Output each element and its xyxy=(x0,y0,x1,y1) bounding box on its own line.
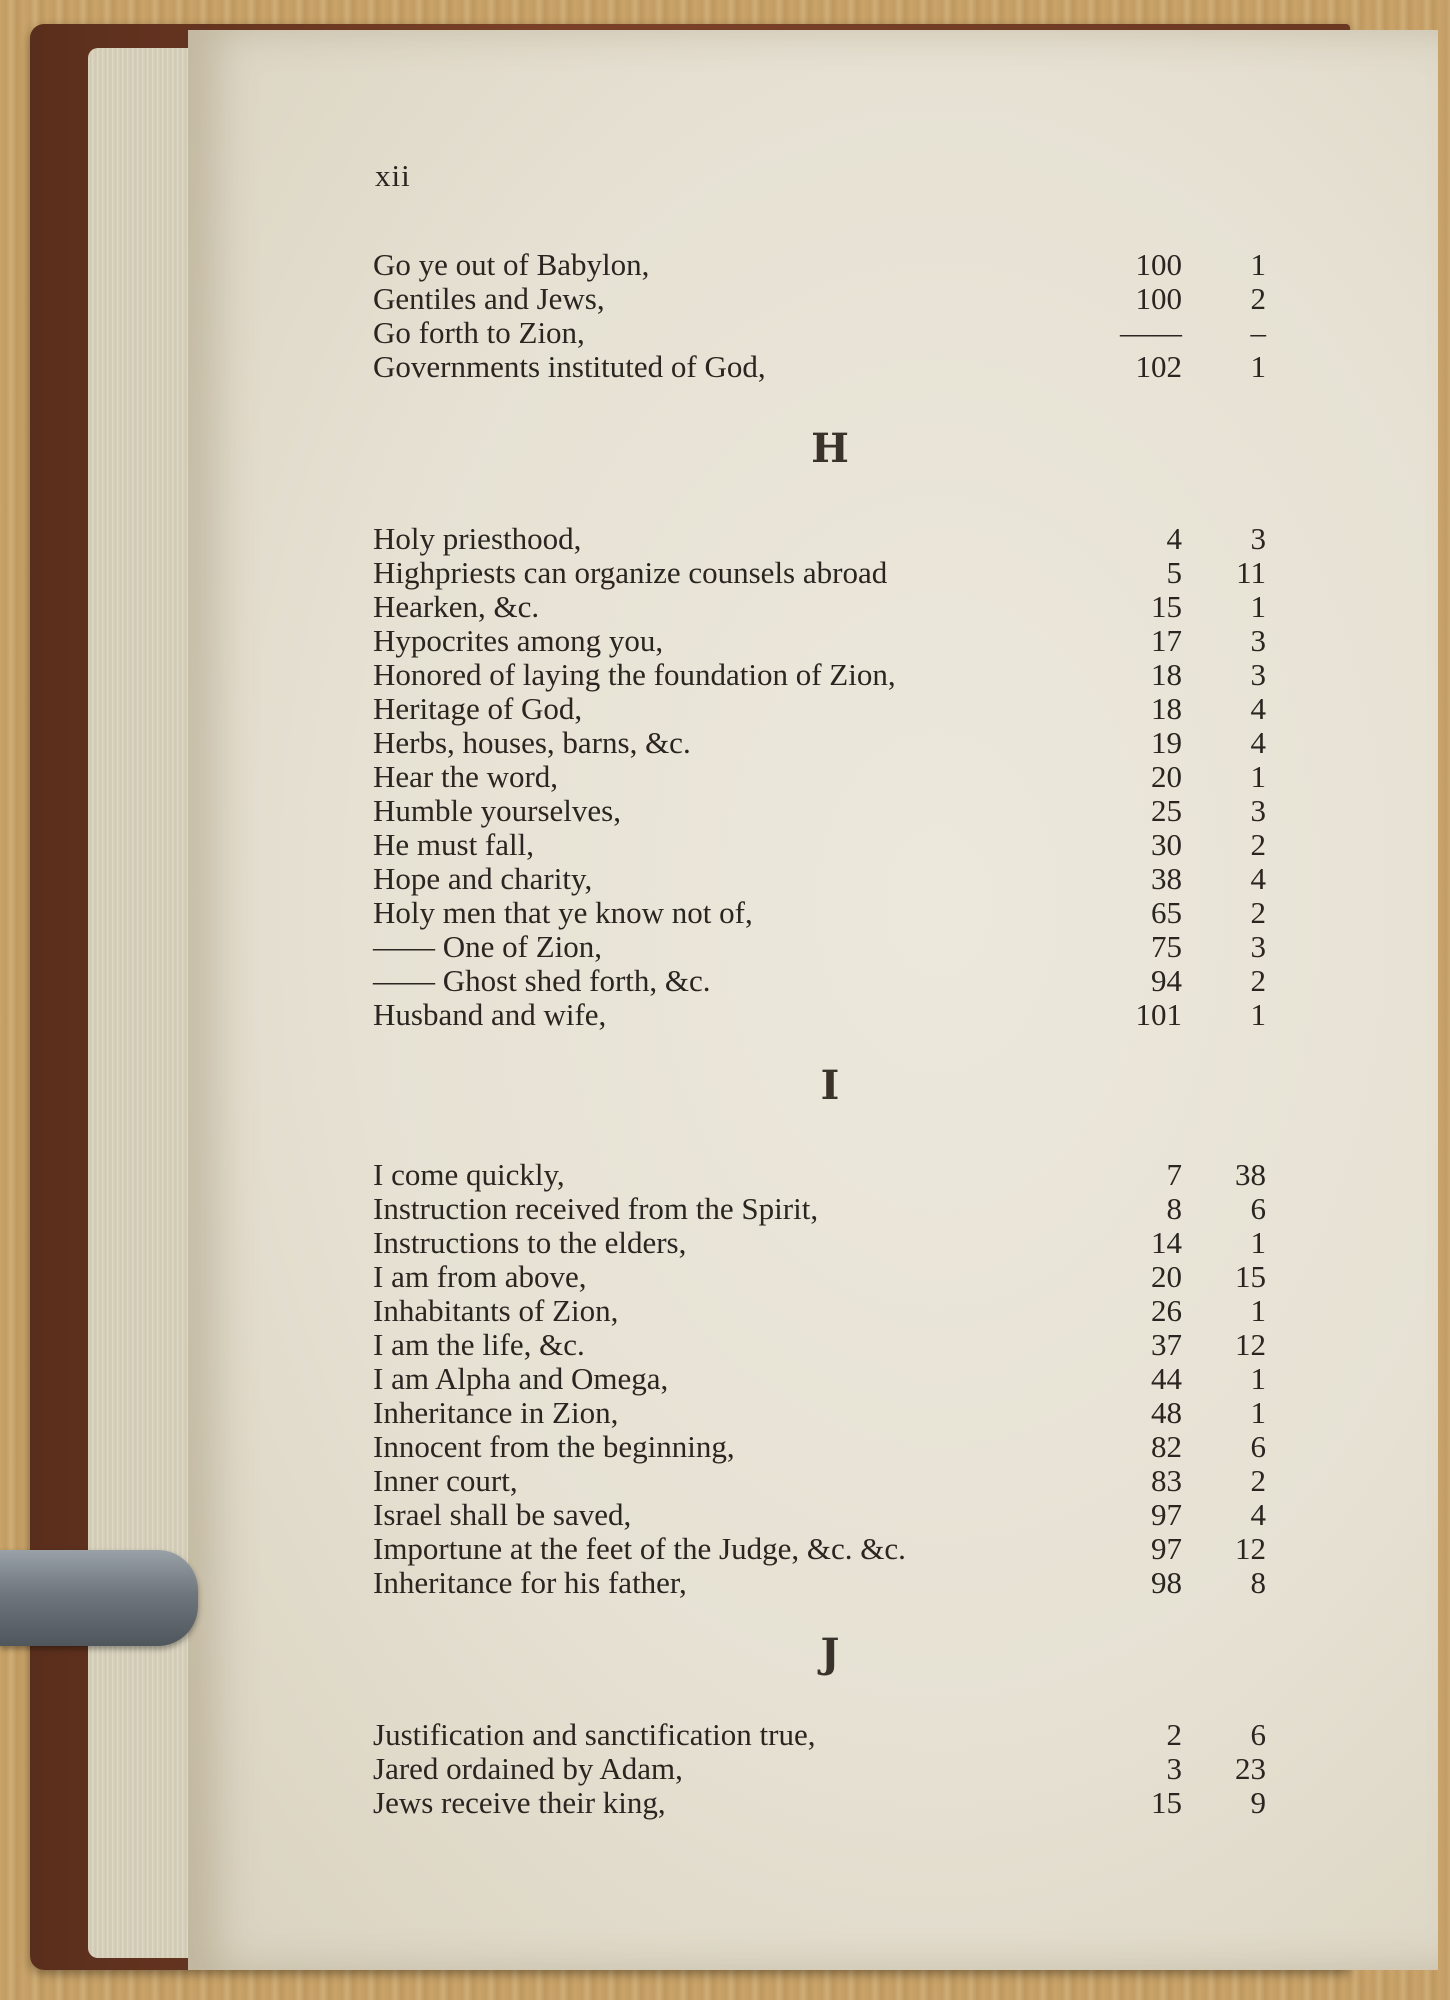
index-entry xyxy=(0,1328,1450,1362)
index-entry xyxy=(0,1430,1450,1464)
entry-page-number: 18 xyxy=(1151,657,1182,692)
index-entry xyxy=(0,1294,1450,1328)
entry-paragraph-number: 1 xyxy=(1250,589,1266,624)
entry-paragraph-number: 1 xyxy=(1250,247,1266,282)
entry-topic: Jared ordained by Adam, xyxy=(373,1751,683,1786)
index-entry xyxy=(0,1362,1450,1396)
page-number: xii xyxy=(375,158,411,193)
entry-page-number: 100 xyxy=(1135,247,1182,282)
entry-page-number: 14 xyxy=(1151,1225,1182,1260)
entry-page-number: 97 xyxy=(1151,1497,1182,1532)
entry-paragraph-number: 2 xyxy=(1250,895,1266,930)
index-entry xyxy=(0,828,1450,862)
entry-topic: Hear the word, xyxy=(373,759,559,794)
entry-page-number: 94 xyxy=(1151,963,1182,998)
entry-page-number: 5 xyxy=(1166,555,1182,590)
index-entry xyxy=(0,998,1450,1032)
index-entry xyxy=(0,590,1450,624)
entry-topic: I am from above, xyxy=(373,1259,587,1294)
index-entry xyxy=(0,1498,1450,1532)
entry-topic: I come quickly, xyxy=(373,1157,565,1192)
index-entry xyxy=(0,1158,1450,1192)
entry-paragraph-number: 3 xyxy=(1250,657,1266,692)
entry-topic: Hypocrites among you, xyxy=(373,623,664,658)
entry-page-number: 3 xyxy=(1166,1751,1182,1786)
entry-page-number: 20 xyxy=(1151,759,1182,794)
entry-page-number: 82 xyxy=(1151,1429,1182,1464)
entry-paragraph-number: 2 xyxy=(1250,281,1266,316)
index-entry xyxy=(0,1532,1450,1566)
index-entry xyxy=(0,556,1450,590)
entry-topic: Governments instituted of God, xyxy=(373,349,766,384)
index-entry xyxy=(0,964,1450,998)
entry-topic: Israel shall be saved, xyxy=(373,1497,632,1532)
entry-page-number: 8 xyxy=(1166,1191,1182,1226)
entry-paragraph-number: 9 xyxy=(1250,1785,1266,1820)
entry-paragraph-number: – xyxy=(1250,315,1266,350)
entry-topic: —— Ghost shed forth, &c. xyxy=(373,963,711,998)
entry-page-number: 97 xyxy=(1151,1531,1182,1566)
entry-page-number: 75 xyxy=(1151,929,1182,964)
entry-page-number: 19 xyxy=(1151,725,1182,760)
entry-topic: Inheritance in Zion, xyxy=(373,1395,619,1430)
entry-page-number: 102 xyxy=(1135,349,1182,384)
entry-page-number: 83 xyxy=(1151,1463,1182,1498)
index-entry xyxy=(0,930,1450,964)
entry-topic: Hearken, &c. xyxy=(373,589,540,624)
entry-topic: Hope and charity, xyxy=(373,861,593,896)
entry-page-number: 15 xyxy=(1151,589,1182,624)
entry-page-number: 100 xyxy=(1135,281,1182,316)
entry-paragraph-number: 12 xyxy=(1235,1531,1266,1566)
entry-paragraph-number: 1 xyxy=(1250,759,1266,794)
entry-page-number: 4 xyxy=(1166,521,1182,556)
entry-topic: Go ye out of Babylon, xyxy=(373,247,650,282)
entry-topic: I am Alpha and Omega, xyxy=(373,1361,669,1396)
index-entry xyxy=(0,896,1450,930)
index-entry xyxy=(0,692,1450,726)
entry-page-number: 15 xyxy=(1151,1785,1182,1820)
entry-paragraph-number: 1 xyxy=(1250,1225,1266,1260)
entry-page-number: 101 xyxy=(1135,997,1182,1032)
entry-page-number: 17 xyxy=(1151,623,1182,658)
entry-paragraph-number: 4 xyxy=(1250,691,1266,726)
index-entry xyxy=(0,1192,1450,1226)
entry-paragraph-number: 2 xyxy=(1250,1463,1266,1498)
entry-page-number: —— xyxy=(1120,315,1182,350)
index-entry xyxy=(0,726,1450,760)
entry-topic: Gentiles and Jews, xyxy=(373,281,605,316)
entry-page-number: 20 xyxy=(1151,1259,1182,1294)
index-entry xyxy=(0,350,1450,384)
entry-paragraph-number: 1 xyxy=(1250,1395,1266,1430)
entry-paragraph-number: 6 xyxy=(1250,1429,1266,1464)
entry-paragraph-number: 6 xyxy=(1250,1191,1266,1226)
entry-topic: Highpriests can organize counsels abroad xyxy=(373,555,888,590)
entry-page-number: 2 xyxy=(1166,1717,1182,1752)
index-entry xyxy=(0,1786,1450,1820)
entry-page-number: 44 xyxy=(1151,1361,1182,1396)
entry-topic: Importune at the feet of the Judge, &c. &c. xyxy=(373,1531,906,1566)
entry-topic: —— One of Zion, xyxy=(373,929,603,964)
entry-page-number: 37 xyxy=(1151,1327,1182,1362)
entry-paragraph-number: 1 xyxy=(1250,1293,1266,1328)
entry-paragraph-number: 2 xyxy=(1250,827,1266,862)
entry-page-number: 98 xyxy=(1151,1565,1182,1600)
entry-topic: Go forth to Zion, xyxy=(373,315,585,350)
entry-paragraph-number: 1 xyxy=(1250,997,1266,1032)
entry-topic: Innocent from the beginning, xyxy=(373,1429,735,1464)
entry-topic: Humble yourselves, xyxy=(373,793,621,828)
entry-paragraph-number: 8 xyxy=(1250,1565,1266,1600)
index-entry xyxy=(0,794,1450,828)
entry-topic: Holy priesthood, xyxy=(373,521,582,556)
entry-topic: Holy men that ye know not of, xyxy=(373,895,753,930)
entry-page-number: 65 xyxy=(1151,895,1182,930)
index-entry xyxy=(0,248,1450,282)
index-entry xyxy=(0,1566,1450,1600)
section-letter-h: H xyxy=(811,425,849,472)
entry-paragraph-number: 2 xyxy=(1250,963,1266,998)
entry-paragraph-number: 38 xyxy=(1235,1157,1266,1192)
index-entry xyxy=(0,316,1450,350)
entry-page-number: 30 xyxy=(1151,827,1182,862)
index-entry xyxy=(0,862,1450,896)
entry-topic: Heritage of God, xyxy=(373,691,583,726)
entry-topic: Inner court, xyxy=(373,1463,518,1498)
index-entry xyxy=(0,1260,1450,1294)
entry-paragraph-number: 3 xyxy=(1250,929,1266,964)
entry-paragraph-number: 4 xyxy=(1250,861,1266,896)
index-entry xyxy=(0,658,1450,692)
entry-paragraph-number: 1 xyxy=(1250,1361,1266,1396)
entry-paragraph-number: 4 xyxy=(1250,1497,1266,1532)
entry-page-number: 26 xyxy=(1151,1293,1182,1328)
entry-topic: Justification and sanctification true, xyxy=(373,1717,816,1752)
entry-page-number: 18 xyxy=(1151,691,1182,726)
index-entry xyxy=(0,1752,1450,1786)
entry-paragraph-number: 23 xyxy=(1235,1751,1266,1786)
entry-topic: Husband and wife, xyxy=(373,997,607,1032)
entry-paragraph-number: 4 xyxy=(1250,725,1266,760)
entry-topic: Inheritance for his father, xyxy=(373,1565,687,1600)
entry-topic: Jews receive their king, xyxy=(373,1785,666,1820)
entry-paragraph-number: 3 xyxy=(1250,623,1266,658)
entry-page-number: 25 xyxy=(1151,793,1182,828)
index-entry xyxy=(0,1464,1450,1498)
section-letter-i: I xyxy=(820,1062,840,1109)
entry-page-number: 38 xyxy=(1151,861,1182,896)
index-entry xyxy=(0,522,1450,556)
index-entry xyxy=(0,1226,1450,1260)
entry-paragraph-number: 15 xyxy=(1235,1259,1266,1294)
entry-paragraph-number: 11 xyxy=(1236,555,1266,590)
entry-paragraph-number: 1 xyxy=(1250,349,1266,384)
entry-topic: Inhabitants of Zion, xyxy=(373,1293,619,1328)
entry-page-number: 7 xyxy=(1166,1157,1182,1192)
entry-paragraph-number: 3 xyxy=(1250,521,1266,556)
entry-paragraph-number: 3 xyxy=(1250,793,1266,828)
section-letter-j: J xyxy=(820,1630,840,1677)
entry-topic: Instructions to the elders, xyxy=(373,1225,687,1260)
entry-page-number: 48 xyxy=(1151,1395,1182,1430)
entry-topic: I am the life, &c. xyxy=(373,1327,585,1362)
index-entry xyxy=(0,282,1450,316)
index-entry xyxy=(0,1718,1450,1752)
entry-paragraph-number: 6 xyxy=(1250,1717,1266,1752)
entry-topic: Herbs, houses, barns, &c. xyxy=(373,725,691,760)
entry-paragraph-number: 12 xyxy=(1235,1327,1266,1362)
entry-topic: Honored of laying the foundation of Zion, xyxy=(373,657,896,692)
index-entry xyxy=(0,760,1450,794)
entry-topic: Instruction received from the Spirit, xyxy=(373,1191,819,1226)
index-entry xyxy=(0,624,1450,658)
index-entry xyxy=(0,1396,1450,1430)
entry-topic: He must fall, xyxy=(373,827,534,862)
